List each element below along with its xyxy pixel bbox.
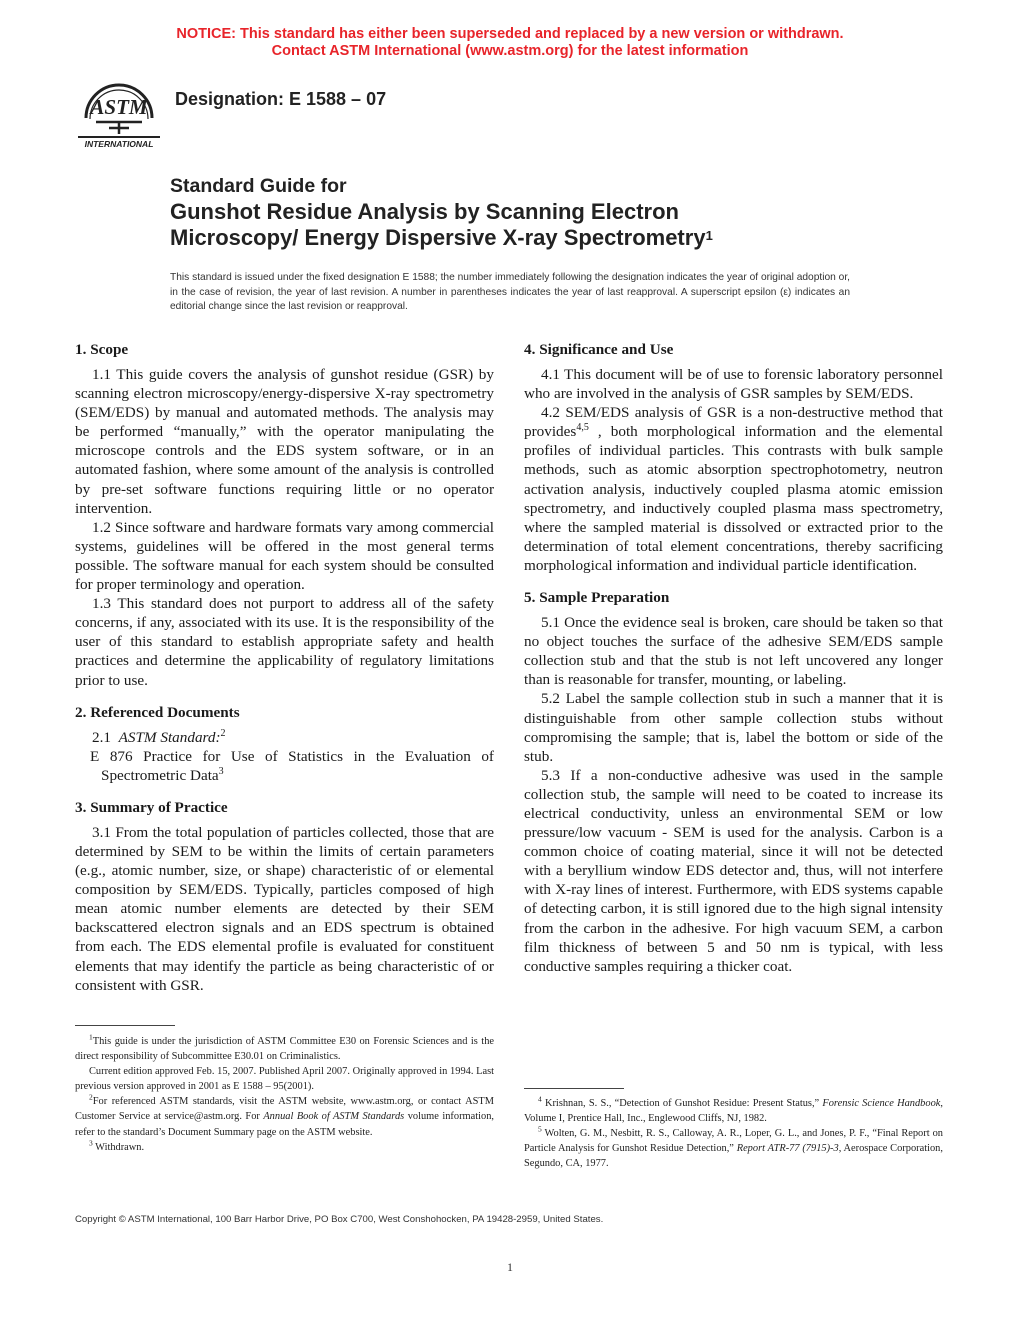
astm-logo — [76, 72, 162, 150]
footnote-2 — [75, 1094, 494, 1139]
footnote-4-text-a: Krishnan, S. S., “Detection of Gunshot Residue: Present Status,” — [544, 1098, 823, 1109]
footnote-5 — [524, 1126, 943, 1171]
footnote-5-text-b: , Aerospace Corporation, Segundo, CA, 1977. — [524, 1143, 943, 1170]
copyright-line: Copyright © ASTM International, 100 Barr Harbor Drive, PO Box C700, West Conshohocken, PA 19428-2959, United States. — [75, 1214, 604, 1225]
footnote-ref-2: 2 — [220, 727, 226, 739]
left-column — [75, 340, 494, 995]
document-title — [170, 174, 713, 251]
logo-letters: ASTM — [90, 95, 148, 119]
footnote-2-mark: 2 — [89, 1092, 93, 1102]
section-heading-sample-preparation: 5. Sample Preparation — [524, 589, 670, 607]
logo-international: INTERNATIONAL — [84, 139, 154, 149]
footnote-1-edition: Current edition approved Feb. 15, 2007. Published April 2007. Originally approved in 1994. Last previous version approved in 2001 as E 1588 – 95(2001). — [75, 1066, 494, 1093]
section-heading-referenced-documents: 2. Referenced Documents — [75, 703, 240, 721]
section-heading-significance: 4. Significance and Use — [524, 341, 674, 358]
footnotes-right — [524, 1096, 943, 1171]
paragraph-5-3: 5.3 If a non-conductive adhesive was used in the sample collection stub, the sample will need to be coated to increase its electrical conductivity, unless an environmental SEM or low pressure/low vacuum - SEM is used for the analysis. Carbon is a common choice of coating material, since it will not be detected with a beryllium window EDS detector and, thus, will not interfere with X-ray lines of interest. Furthermore, with EDS systems capable of detecting carbon, it is still ignored due to the high signal intensity from the carbon in the adhesive. For high vacuum SEM, a carbon film thickness of between 5 and 50 nm is typical, with less conductive samples requiring a thicker coat. — [524, 766, 943, 975]
paragraph-1-3: 1.3 This standard does not purport to address all of the safety concerns, if any, associated with its use. It is the responsibility of the user of this standard to establish appropriate safety and health practices and determine the applicability of regulatory limitations prior to use. — [75, 595, 494, 689]
paragraph-1-2: 1.2 Since software and hardware formats vary among commercial systems, guidelines will be offered in the most general terms possible. The software manual for each system should be consulted for proper terminology and operation. — [75, 518, 494, 594]
issued-note: This standard is issued under the fixed designation E 1588; the number immediately following the designation indicates the year of original adoption or, in the case of revision, the year of last revision. A number in parentheses indicates the year of last reapproval. A superscript epsilon (ε) indicates an editorial change since the last revision or reapproval. — [170, 272, 850, 312]
footnote-2-text-a: For referenced ASTM standards, visit the ASTM website, www.astm.org, or contact ASTM Customer Service at service@astm.org. For — [75, 1096, 494, 1123]
withdrawal-notice — [0, 26, 1020, 60]
paragraph-4-2 — [524, 403, 943, 575]
title-line-1: Standard Guide for — [170, 175, 347, 197]
title-line-3 — [170, 225, 713, 251]
footnote-4-italic: Forensic Science Handbook — [822, 1098, 941, 1109]
section-heading-summary: 3. Summary of Practice — [75, 798, 228, 816]
title-line-3-text: Microscopy/ Energy Dispersive X-ray Spectrometry — [170, 225, 706, 250]
footnote-4 — [524, 1096, 943, 1126]
footnote-4-text-b: , Volume I, Prentice Hall, Inc., Englewood Cliffs, NJ, 1982. — [524, 1098, 943, 1125]
footnote-rule-left — [75, 1025, 175, 1026]
right-column — [524, 340, 943, 976]
paragraph-5-2: 5.2 Label the sample collection stub in such a manner that it is distinguishable from other sample collection stubs without compromising the sample; that is, label the bottom or side of the stub. — [524, 690, 943, 765]
footnote-1-text: This guide is under the jurisdiction of ASTM Committee E30 on Forensic Sciences and is the direct responsibility of Subcommittee E30.01 on Criminalistics. — [75, 1036, 494, 1063]
footnote-2-text-b: volume information, refer to the standard’s Document Summary page on the ASTM website. — [75, 1111, 494, 1138]
referenced-standard-e876 — [75, 747, 494, 785]
footnote-5-text-a: Wolten, G. M., Nesbitt, R. S., Calloway, A. R., Loper, G. L., and Jones, P. F., “Final Report on Particle Analysis for Gunshot Residue Detection,” — [524, 1128, 943, 1155]
paragraph-3-1: 3.1 From the total population of particles collected, those that are determined by SEM to be within the limits of certain parameters (e.g., atomic number, size, or shape) characteristic of or elemental composition by SEM/EDS. Typically, particles composed of high mean atomic number elements are detected by their SEM backscattered electron signals and an EDS spectrum is obtained from each. The EDS elemental profile is evaluated for constituent elements that may identify the particle as being characteristic of or consistent with GSR. — [75, 823, 494, 994]
footnote-4-mark: 4 — [538, 1094, 542, 1104]
paragraph-5-1: 5.1 Once the evidence seal is broken, care should be taken so that no object touches the surface of the adhesive SEM/EDS sample collection stub and that the stub is not left uncovered any longer than is reasonable for transfer, mounting, or labeling. — [524, 614, 943, 689]
footnotes-left — [75, 1034, 494, 1155]
paragraph-4-1: 4.1 This document will be of use to forensic laboratory personnel who are involved in the analysis of GSR samples by SEM/EDS. — [524, 366, 943, 403]
paragraph-1-1: 1.1 This guide covers the analysis of gunshot residue (GSR) by scanning electron microscopy/energy-dispersive X-ray spectrometry (SEM/EDS) by manual and automated methods. The analysis may be performed “manually,” with the operator manipulating the microscope controls and the EDS system software, or in an automated fashion, where some amount of the analysis is controlled by pre-set software functions requiring little or no operator intervention. — [75, 366, 494, 517]
footnote-3 — [75, 1140, 494, 1155]
footnote-1-mark: 1 — [89, 1032, 93, 1042]
paragraph-2-1-number: 2.1 — [92, 728, 111, 746]
footnote-5-italic: Report ATR-77 (7915)-3 — [736, 1143, 839, 1155]
astm-standard-label: ASTM Standard: — [118, 728, 221, 746]
title-line-2: Gunshot Residue Analysis by Scanning Electron — [170, 199, 679, 224]
footnote-ref-3: 3 — [218, 765, 224, 777]
title-footnote-mark: 1 — [705, 228, 713, 243]
footnote-1 — [75, 1034, 494, 1064]
designation: Designation: E 1588 – 07 — [175, 89, 387, 109]
paragraph-4-2-start: 4.2 SEM/EDS analysis of GSR is a non-destructive method that provides — [524, 404, 943, 441]
footnote-3-text: Withdrawn. — [95, 1141, 145, 1153]
section-heading-scope: 1. Scope — [75, 341, 129, 358]
notice-line-2: Contact ASTM International (www.astm.org) for the latest information — [271, 43, 749, 59]
paragraph-2-1 — [75, 728, 494, 747]
footnote-3-mark: 3 — [89, 1138, 93, 1148]
footnote-2-italic: Annual Book of ASTM Standards — [263, 1111, 405, 1123]
referenced-standard-text: E 876 Practice for Use of Statistics in the Evaluation of Spectrometric Data — [90, 747, 494, 784]
footnote-rule-right — [524, 1088, 624, 1089]
paragraph-4-2-end: , both morphological information and the elemental profiles of individual particles. This contrasts with bulk sample methods, such as atomic absorption spectrophotometry, neutron activation analysis, inductively coupled plasma atomic emission spectrometry, and inductively coupled plasma mass spectrometry, where the sampled material is dissolved or extracted prior to the determination of total element concentrations, thereby sacrificing morphological information and individual particle identification. — [524, 423, 943, 574]
footnote-5-mark: 5 — [538, 1124, 542, 1134]
page-number: 1 — [507, 1260, 513, 1274]
notice-line-1: NOTICE: This standard has either been superseded and replaced by a new version or withdrawn. — [176, 26, 844, 42]
footnote-ref-4-5: 4,5 — [576, 422, 589, 434]
